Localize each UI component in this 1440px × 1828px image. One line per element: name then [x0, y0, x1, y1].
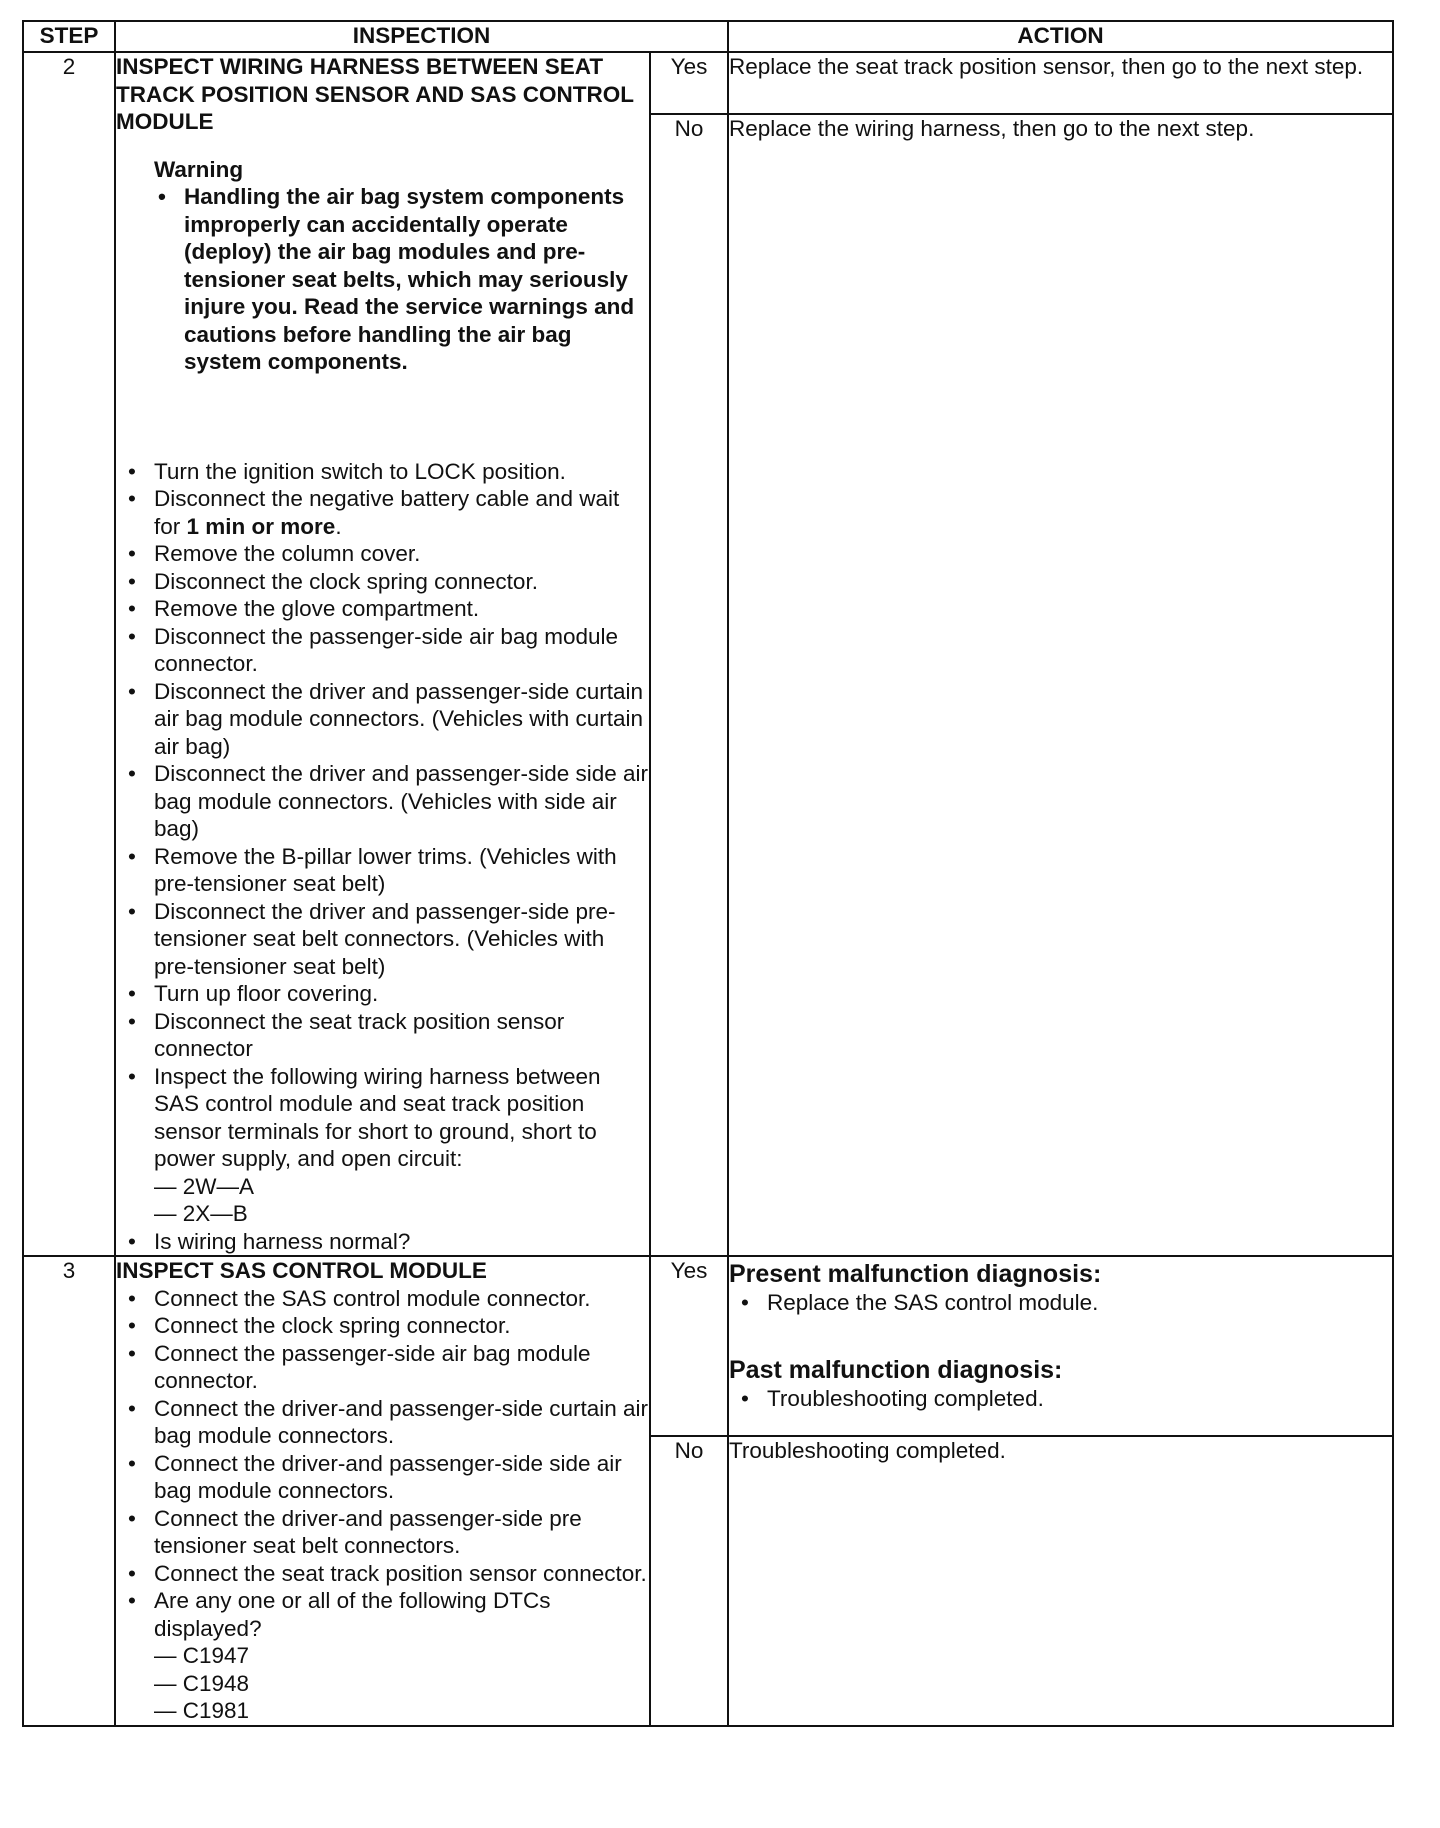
step-3-no-action: Troubleshooting completed. — [728, 1436, 1393, 1726]
inspection-header: INSPECTION — [115, 21, 728, 52]
header-row — [23, 21, 1393, 52]
list-item: • Connect the driver-and passenger-side pre tensioner seat belt connectors. — [116, 1505, 649, 1560]
wait-suffix: . — [335, 513, 342, 539]
wait-prefix: Disconnect the negative battery cable and wait for — [154, 486, 620, 539]
list-item: • Disconnect the seat track position sensor connector — [116, 1008, 649, 1063]
step-2-no-label: No — [650, 114, 728, 1256]
terminal-item: — 2X—B — [154, 1201, 248, 1226]
list-item: • Connect the SAS control module connector. — [116, 1285, 649, 1313]
dtc-item: — C1981 — [154, 1698, 250, 1723]
step-3-number: 3 — [23, 1256, 115, 1726]
warning-text: • Handling the air bag system components improperly can accidentally operate (deploy) the air bag modules and pre-tensioner seat belts, which may seriously injure you. Read the service warnings and cautions before handling the air bag system components. — [154, 183, 649, 376]
list-item: • Disconnect the clock spring connector. — [116, 568, 649, 596]
step-2-no-action: Replace the wiring harness, then go to the next step. — [728, 114, 1393, 1256]
list-item — [116, 1587, 649, 1725]
list-item — [116, 1063, 649, 1228]
list-item: • Replace the SAS control module. — [729, 1289, 1392, 1317]
list-item: • Disconnect the driver and passenger-side pre-tensioner seat belt connectors. (Vehicles with pre-tensioner seat belt) — [116, 898, 649, 981]
step-header: STEP — [23, 21, 115, 52]
step-3-title: INSPECT SAS CONTROL MODULE — [116, 1258, 487, 1283]
terminal-item: — 2W—A — [154, 1173, 255, 1199]
action-header: ACTION — [728, 21, 1393, 52]
warning-list — [154, 183, 649, 376]
list-item: • Remove the glove compartment. — [116, 595, 649, 623]
step-3-inspection — [115, 1256, 650, 1726]
list-item: • Connect the driver-and passenger-side curtain air bag module connectors. — [116, 1395, 649, 1450]
step-3-yes-row — [23, 1256, 1393, 1436]
list-item: • Remove the column cover. — [116, 540, 649, 568]
step-3-yes-label: Yes — [650, 1256, 728, 1436]
warning-heading: Warning — [154, 156, 244, 182]
list-item: • Connect the seat track position sensor connector. — [116, 1560, 649, 1588]
dtc-question: • Are any one or all of the following DTCs displayed? — [154, 1588, 551, 1641]
step-2-inspection — [115, 52, 650, 1256]
past-malfunction-heading: Past malfunction diagnosis: — [729, 1355, 1063, 1384]
step-2-yes-row — [23, 52, 1393, 114]
inspection-table — [22, 20, 1394, 1727]
step-2-yes-label: Yes — [650, 52, 728, 114]
dtc-item: — C1948 — [154, 1670, 250, 1696]
list-item: • Connect the passenger-side air bag module connector. — [116, 1340, 649, 1395]
list-item: • Turn up floor covering. — [116, 980, 649, 1008]
list-item: • Connect the driver-and passenger-side side air bag module connectors. — [116, 1450, 649, 1505]
step-3-procedure-list — [116, 1285, 649, 1725]
list-item: • Disconnect the passenger-side air bag module connector. — [116, 623, 649, 678]
inspect-harness-text: • Inspect the following wiring harness between SAS control module and seat track position sensor terminals for short to ground, short to power supply, and open circuit: — [154, 1063, 601, 1171]
step-3-yes-action — [728, 1256, 1393, 1436]
step-2-yes-action: Replace the seat track position sensor, then go to the next step. — [728, 52, 1393, 114]
present-malfunction-heading: Present malfunction diagnosis: — [729, 1260, 1102, 1288]
step-2-procedure-list — [116, 458, 649, 1256]
list-item: • Turn the ignition switch to LOCK position. — [116, 458, 649, 486]
step-3-no-label: No — [650, 1436, 728, 1726]
list-item — [116, 485, 649, 540]
wait-time: 1 min or more — [186, 513, 336, 539]
list-item: • Connect the clock spring connector. — [116, 1312, 649, 1340]
list-item: • Troubleshooting completed. — [729, 1385, 1392, 1413]
step-2-number: 2 — [23, 52, 115, 1256]
past-malfunction-list — [729, 1385, 1392, 1413]
list-item: • Disconnect the driver and passenger-side curtain air bag module connectors. (Vehicles with curtain air bag) — [116, 678, 649, 761]
list-item: • Remove the B-pillar lower trims. (Vehicles with pre-tensioner seat belt) — [116, 843, 649, 898]
list-item: • Is wiring harness normal? — [116, 1228, 649, 1256]
dtc-item: — C1947 — [154, 1643, 250, 1668]
step-2-title: INSPECT WIRING HARNESS BETWEEN SEAT TRACK POSITION SENSOR AND SAS CONTROL MODULE — [116, 54, 634, 134]
warning-block — [116, 156, 649, 376]
list-item: • Disconnect the driver and passenger-side side air bag module connectors. (Vehicles with side air bag) — [116, 760, 649, 843]
present-malfunction-list — [729, 1289, 1392, 1317]
